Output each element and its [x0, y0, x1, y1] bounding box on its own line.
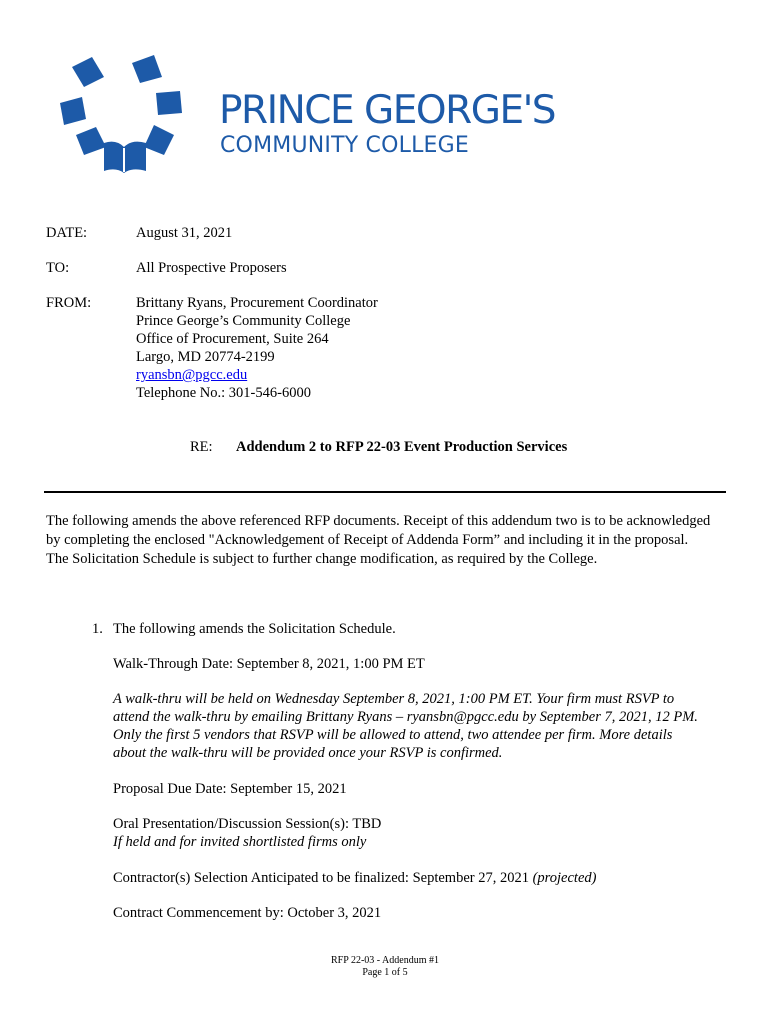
intro-line: The following amends the above referenced RFP documents. Receipt of this addendum two is to be acknowledged [46, 513, 711, 529]
footer-page-number: Page 1 of 5 [362, 967, 408, 978]
college-logo-icon [58, 55, 190, 175]
divider-rule [44, 491, 726, 493]
from-line: Brittany Ryans, Procurement Coordinator [136, 295, 378, 311]
telephone: Telephone No.: 301-546-6000 [136, 385, 311, 401]
from-line: Prince George’s Community College [136, 313, 351, 329]
re-subject: Addendum 2 to RFP 22-03 Event Production Services [236, 439, 568, 455]
selection-text: Contractor(s) Selection Anticipated to be finalized: September 27, 2021 [113, 870, 529, 886]
walk-through-date: Walk-Through Date: September 8, 2021, 1:00 PM ET [113, 656, 425, 672]
oral-presentation: Oral Presentation/Discussion Session(s): TBD [113, 816, 382, 832]
selection-anticipated [113, 869, 596, 887]
walk-note-line: A walk-thru will be held on Wednesday September 8, 2021, 1:00 PM ET. Your firm must RSVP to [113, 691, 675, 707]
date-label: DATE: [46, 225, 88, 241]
walk-note-line: attend the walk-thru by emailing Brittany Ryans – ryansbn@pgcc.edu by September 7, 2021, 12 PM. [113, 709, 698, 725]
email-link[interactable]: ryansbn@pgcc.edu [136, 367, 248, 383]
re-label: RE: [190, 439, 213, 455]
item-number: 1. [92, 621, 103, 637]
footer-rfp: RFP 22-03 - Addendum #1 [331, 955, 439, 966]
to-label: TO: [46, 260, 70, 276]
college-name-line2: COMMUNITY COLLEGE [220, 133, 469, 158]
proposal-due-date: Proposal Due Date: September 15, 2021 [113, 781, 347, 797]
from-line: Office of Procurement, Suite 264 [136, 331, 329, 347]
walk-note-line: about the walk-thru will be provided once your RSVP is confirmed. [113, 745, 503, 761]
to-value: All Prospective Proposers [136, 260, 287, 276]
date-value: August 31, 2021 [136, 225, 233, 241]
walk-note-line: Only the first 5 vendors that RSVP will be allowed to attend, two attendee per firm. More details [113, 727, 673, 743]
intro-paragraph [46, 512, 736, 569]
item-heading: The following amends the Solicitation Schedule. [113, 621, 396, 637]
intro-line: The Solicitation Schedule is subject to further change modification, as required by the College. [46, 551, 598, 567]
college-name-line1: PRINCE GEORGE'S [219, 88, 556, 133]
from-line: Largo, MD 20774-2199 [136, 349, 275, 365]
oral-presentation-note: If held and for invited shortlisted firms only [113, 834, 367, 850]
contract-commencement: Contract Commencement by: October 3, 2021 [113, 905, 382, 921]
intro-line: by completing the enclosed "Acknowledgement of Receipt of Addenda Form” and including it in the proposal. [46, 532, 689, 548]
from-label: FROM: [46, 295, 92, 311]
selection-note: (projected) [532, 870, 597, 886]
